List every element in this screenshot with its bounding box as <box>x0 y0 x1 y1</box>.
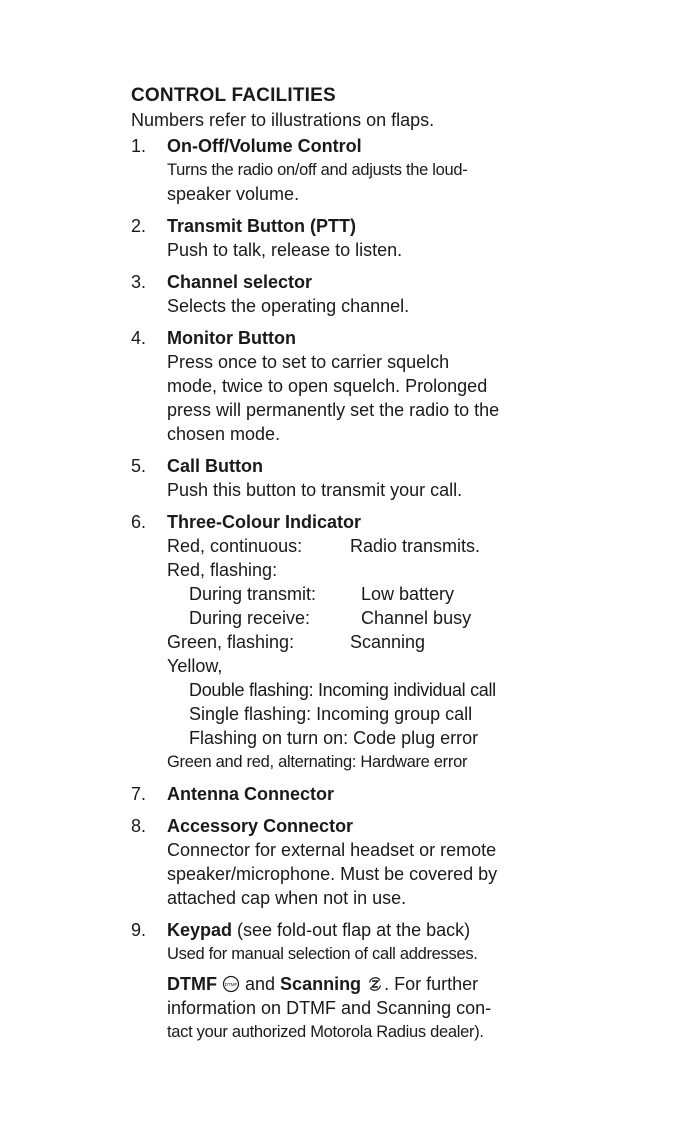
indicator-label: During transmit: <box>189 584 317 604</box>
item-number: 7. <box>131 784 147 804</box>
item-number: 9. <box>131 920 147 940</box>
list-item <box>131 814 581 910</box>
item-description: Turns the radio on/off and adjusts the loud- <box>167 161 468 179</box>
control-facilities-page <box>131 84 581 1052</box>
indicator-label: During receive: <box>189 608 311 628</box>
list-item <box>131 782 581 806</box>
item-title: Antenna Connector <box>167 784 335 804</box>
item-title: Channel selector <box>167 272 313 292</box>
item-description: information on DTMF and Scanning con- <box>167 998 492 1018</box>
section-heading: CONTROL FACILITIES <box>131 85 336 106</box>
scanning-label: Scanning <box>280 974 362 994</box>
and-text: and <box>240 974 281 994</box>
item-number: 5. <box>131 456 147 476</box>
list-item <box>131 454 581 502</box>
list-item <box>131 270 581 318</box>
indicator-label: Red, continuous: <box>167 536 303 556</box>
item-number: 1. <box>131 136 147 156</box>
item-description: Connector for external headset or remote <box>167 840 497 860</box>
indicator-row <box>167 606 581 630</box>
item-title-suffix: (see fold-out flap at the back) <box>232 920 471 940</box>
indicator-row: Flashing on turn on: Code plug error <box>189 728 479 748</box>
scanning-icon <box>366 975 384 993</box>
item-description: mode, twice to open squelch. Prolonged <box>167 376 488 396</box>
further-info-text: . For further <box>384 974 479 994</box>
item-description: chosen mode. <box>167 424 281 444</box>
indicator-value: Radio transmits. <box>350 536 481 556</box>
list-item <box>131 134 581 206</box>
item-description: speaker/microphone. Must be covered by <box>167 864 498 884</box>
item-description: Push to talk, release to listen. <box>167 240 403 260</box>
indicator-value: Scanning <box>350 632 426 652</box>
indicator-row <box>167 534 581 558</box>
indicator-row <box>167 654 581 678</box>
item-title: Keypad <box>167 920 233 940</box>
item-title: Three-Colour Indicator <box>167 512 362 532</box>
dtmf-label: DTMF <box>167 974 217 994</box>
indicator-label: Green, flashing: <box>167 632 295 652</box>
indicator-label: Yellow, <box>167 656 223 676</box>
item-title: Monitor Button <box>167 328 296 348</box>
indicator-row <box>167 630 581 654</box>
indicator-row: Double flashing: Incoming individual call <box>189 680 496 700</box>
item-title: Accessory Connector <box>167 816 354 836</box>
item-description: press will permanently set the radio to the <box>167 400 500 420</box>
indicator-label: Red, flashing: <box>167 560 278 580</box>
list-item <box>131 510 581 774</box>
indicator-row <box>167 558 581 582</box>
indicator-value: Channel busy <box>361 608 472 628</box>
intro-text: Numbers refer to illustrations on flaps. <box>131 110 435 130</box>
list-item <box>131 918 581 1044</box>
item-title: Transmit Button (PTT) <box>167 216 356 236</box>
item-title: On-Off/Volume Control <box>167 136 362 156</box>
item-number: 2. <box>131 216 147 236</box>
item-description: attached cap when not in use. <box>167 888 407 908</box>
item-title: Call Button <box>167 456 263 476</box>
item-description: Press once to set to carrier squelch <box>167 352 450 372</box>
item-description: Used for manual selection of call addresses. <box>167 945 478 963</box>
list-item <box>131 214 581 262</box>
item-description: Selects the operating channel. <box>167 296 410 316</box>
dtmf-icon-label: DTMF <box>224 981 238 987</box>
item-number: 4. <box>131 328 147 348</box>
item-number: 8. <box>131 816 147 836</box>
list-item <box>131 326 581 446</box>
item-description: Push this button to transmit your call. <box>167 480 463 500</box>
indicator-row <box>167 582 581 606</box>
item-description: tact your authorized Motorola Radius dealer). <box>167 1023 484 1041</box>
dtmf-icon <box>222 975 240 993</box>
item-number: 3. <box>131 272 147 292</box>
indicator-row: Green and red, alternating: Hardware error <box>167 753 468 771</box>
indicator-row: Single flashing: Incoming group call <box>189 704 473 724</box>
item-description: speaker volume. <box>167 184 300 204</box>
item-number: 6. <box>131 512 147 532</box>
indicator-value: Low battery <box>361 584 455 604</box>
